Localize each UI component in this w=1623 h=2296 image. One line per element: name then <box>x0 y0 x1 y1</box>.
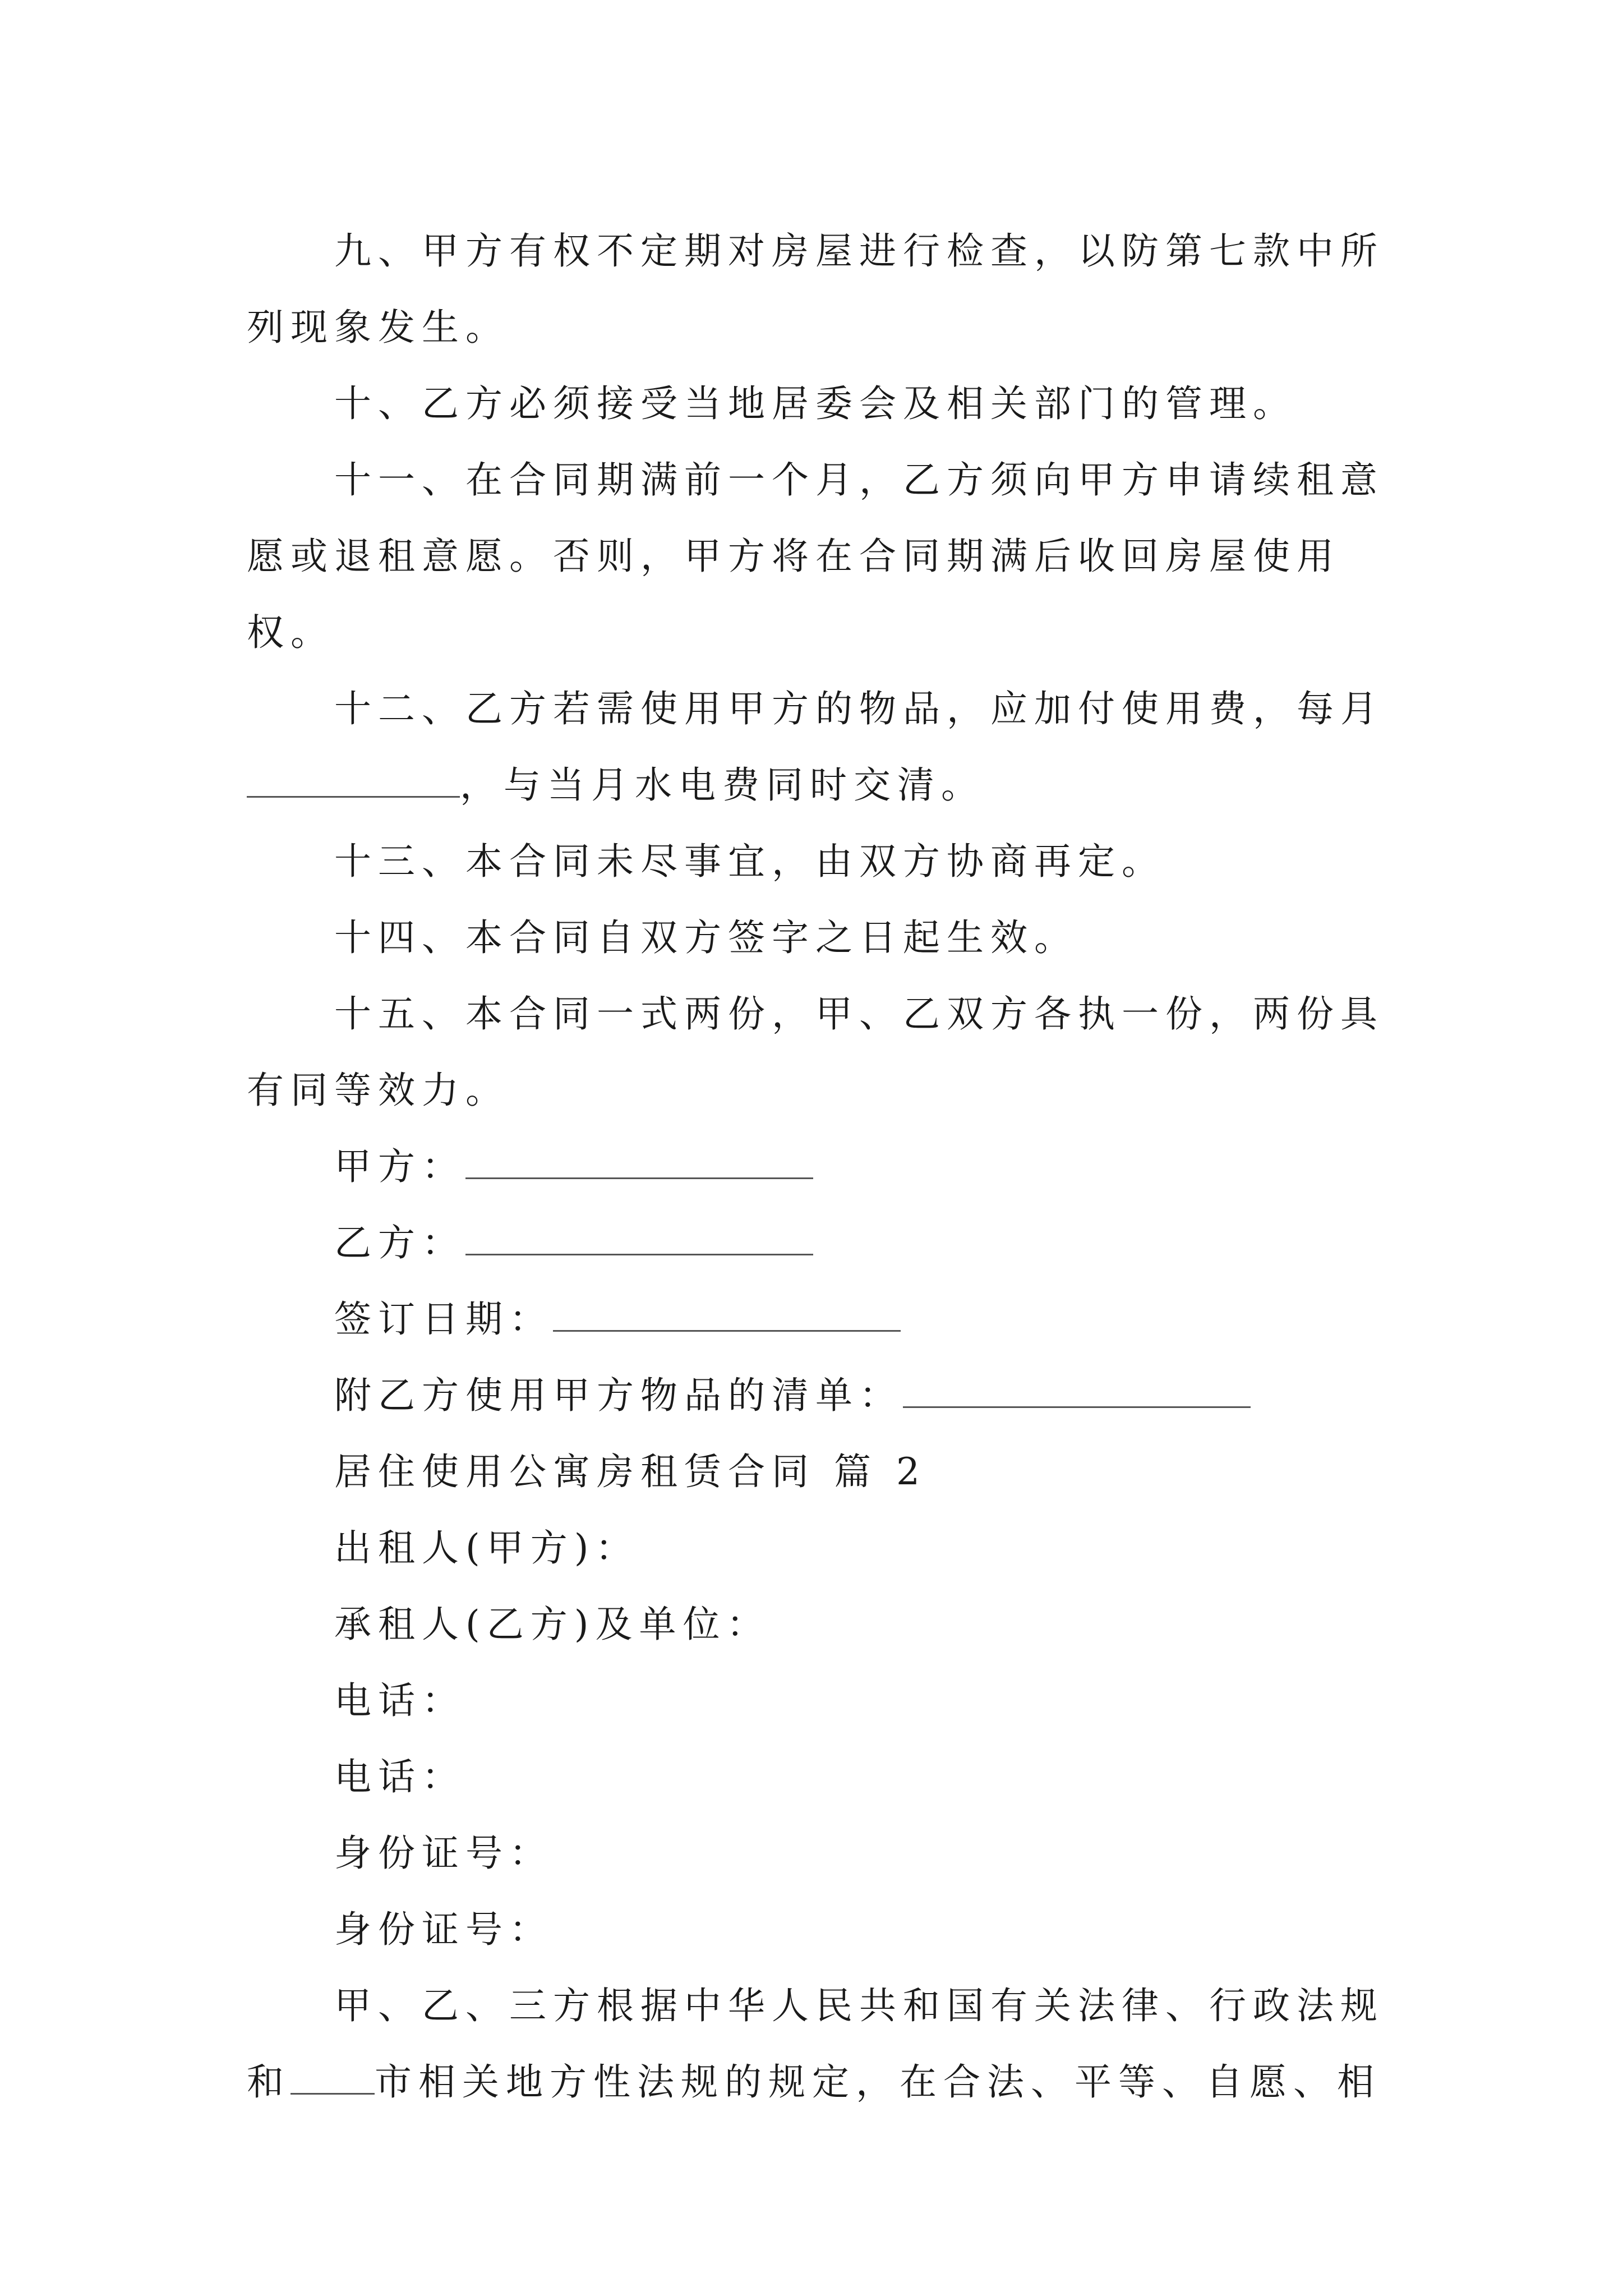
section-2-title: 居住使用公寓房租赁合同 篇 2 <box>334 1450 926 1493</box>
section-2-intro <box>247 1968 1391 2120</box>
party-a-signature <box>247 1129 1391 1205</box>
city-blank[interactable] <box>291 2059 375 2095</box>
clause-11: 十一、在合同期满前一个月，乙方须向甲方申请续租意愿或退租意愿。否则，甲方将在合同期满后收回房屋使用权。 <box>247 458 1384 654</box>
sign-date-blank[interactable] <box>553 1296 901 1332</box>
lessor-line: 出租人(甲方)： <box>334 1526 639 1570</box>
appendix-blank[interactable] <box>903 1373 1251 1408</box>
id-line-2: 身份证号： <box>334 1908 553 1951</box>
clause-15: 十五、本合同一式两份，甲、乙双方各执一份，两份具有同等效力。 <box>247 992 1384 1112</box>
clause-13: 十三、本合同未尽事宜，由双方协商再定。 <box>334 840 1165 883</box>
appendix-label: 附乙方使用甲方物品的清单： <box>334 1374 903 1417</box>
clause-10: 十、乙方必须接受当地居委会及相关部门的管理。 <box>334 382 1297 425</box>
clause-12-text-a: 十二、乙方若需使用甲方的物品，应加付使用费，每月 <box>334 687 1384 730</box>
phone-line-1: 电话： <box>334 1679 465 1722</box>
clause-12 <box>247 671 1391 823</box>
monthly-fee-blank[interactable] <box>247 762 460 798</box>
phone-line-2: 电话： <box>334 1755 465 1798</box>
intro-text-a: 甲、乙、三方根据中华人民共和国有关法律、行政法规和 <box>247 1984 1384 2104</box>
document-page <box>247 213 1391 2120</box>
party-b-label: 乙方： <box>334 1221 465 1264</box>
sign-date-label: 签订日期： <box>334 1297 553 1341</box>
party-b-signature <box>247 1205 1391 1281</box>
id-line-1: 身份证号： <box>334 1832 553 1875</box>
appendix-list <box>247 1358 1391 1434</box>
clause-14: 十四、本合同自双方签字之日起生效。 <box>334 916 1078 959</box>
sign-date <box>247 1281 1391 1358</box>
party-b-blank[interactable] <box>465 1220 813 1255</box>
lessee-line: 承租人(乙方)及单位： <box>334 1603 771 1646</box>
party-a-blank[interactable] <box>465 1144 813 1179</box>
clause-12-text-b: ，与当月水电费同时交清。 <box>460 763 985 807</box>
intro-text-b: 市相关地方性法规的规定，在合法、平等、自愿、相 <box>375 2060 1381 2104</box>
clause-9: 九、甲方有权不定期对房屋进行检查，以防第七款中所列现象发生。 <box>247 229 1384 349</box>
party-a-label: 甲方： <box>334 1145 465 1188</box>
